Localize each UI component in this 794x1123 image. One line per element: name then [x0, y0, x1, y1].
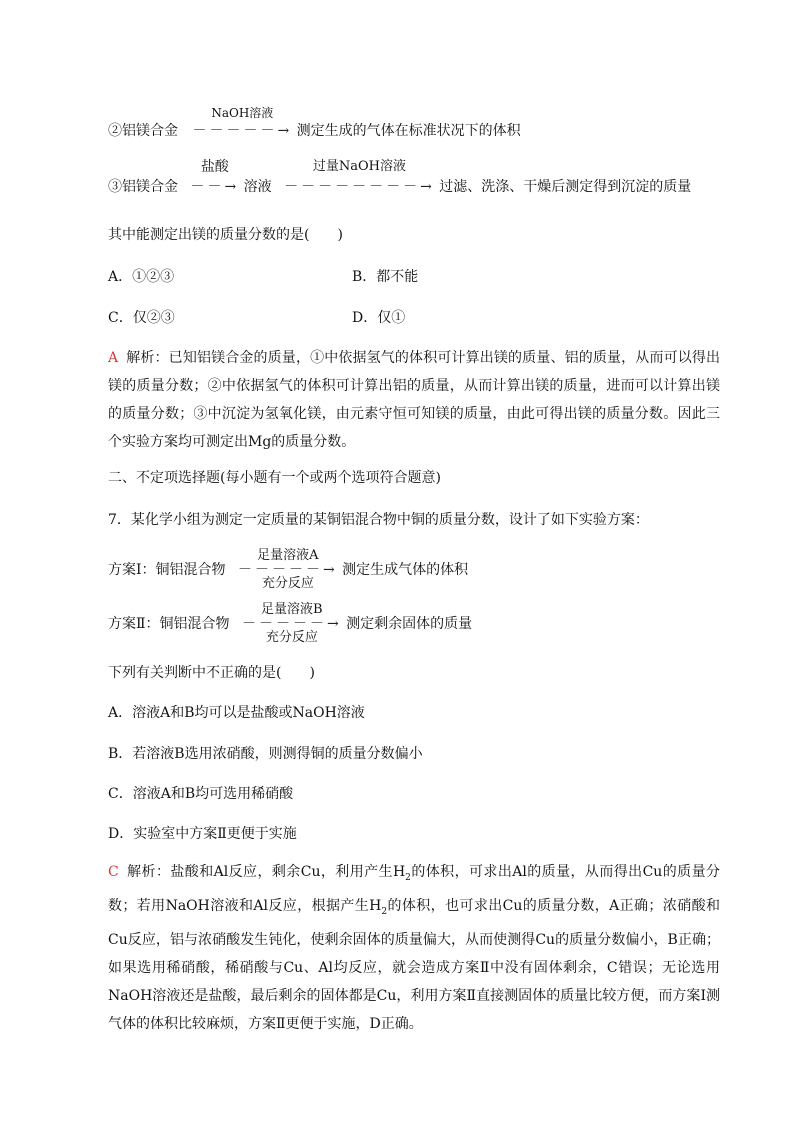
q7-plan-a-bottom: 充分反应: [261, 576, 314, 591]
scheme-3-result: 过滤、洗涤、干燥后测定得到沉淀的质量: [439, 179, 692, 195]
q7-plan-a-result: 测定生成气体的体积: [342, 562, 469, 578]
q7-analysis-part-1: 解析：盐酸和Al反应，剩余Cu，利用产生H: [126, 864, 406, 880]
scheme-3-arrow-1: [190, 159, 240, 196]
scheme-2-reagent: NaOH溶液: [211, 106, 274, 120]
dashed-arrow-icon: －－－－－→: [237, 562, 338, 578]
q6-analysis: 解析：已知铝镁合金的质量，①中依据氢气的体积可计算出镁的质量、铝的质量，从而可以得出镁的质量分数；②中依据氢气的体积可计算出铝的质量，从而计算出镁的质量，进而可以计算出镁的质量分数；③中沉淀为氢氧化镁，由元素守恒可知镁的质量，由此可得出镁的质量分数。因此三个实验方案均可测定出Mg的质量分数。: [108, 350, 720, 450]
q7-plan-a: [108, 548, 469, 591]
q7-option-d: D．实验室中方案Ⅱ更便于实施: [108, 826, 297, 842]
scheme-3-prefix: ③铝镁合金: [108, 179, 178, 195]
q7-answer: C: [108, 864, 119, 880]
q7-analysis-sub-2: 2: [381, 906, 388, 917]
scheme-3-reagent-2: 过量NaOH溶液: [312, 159, 407, 174]
scheme-3-line: [108, 159, 692, 196]
dashed-arrow-icon: －－－－－－－－→: [284, 179, 435, 195]
q7-analysis-part-2: 的体积，可求出Al的质量，从而得出Cu的质量分数；若用NaOH溶液和Al反应，根据产生H: [108, 864, 720, 914]
scheme-3-middle: 溶液: [243, 179, 272, 195]
q7-option-c: C．溶液A和B均可选用稀硝酸: [108, 786, 294, 802]
dashed-arrow-icon: －－→: [190, 179, 240, 195]
dashed-arrow-icon: －－－－－→: [241, 616, 342, 632]
q6-option-b: B．都不能: [352, 269, 419, 285]
q6-stem: 其中能测定出镁的质量分数的是( ): [108, 227, 343, 243]
q7-plan-a-arrow: [237, 548, 338, 591]
q7-plan-b-arrow: [241, 602, 342, 645]
q6-analysis-block: [108, 344, 720, 456]
q7-plan-b: [108, 602, 473, 645]
q6-option-d: D．仅①: [352, 310, 406, 326]
scheme-2-line: [108, 106, 521, 140]
scheme-3-reagent-1: 盐酸: [200, 159, 229, 175]
q7-option-a: A．溶液A和B均可以是盐酸或NaOH溶液: [108, 705, 365, 721]
q7-option-b: B．若溶液B选用浓硝酸，则测得铜的质量分数偏小: [108, 746, 423, 762]
q6-option-a: A．①②③: [108, 269, 175, 285]
q7-analysis-part-3: 的体积，也可求出Cu的质量分数，A正确；浓硝酸和Cu反应，铝与浓硝酸发生钝化，使剩余固体的质量偏大，从而使测得Cu的质量分数偏小，B正确；如果选用稀硝酸，稀硝酸与Cu、Al均反应，就会造成方案Ⅱ中没有固体剩余，C错误；无论选用NaOH溶液还是盐酸，最后剩余的固体都是Cu，利用方案Ⅱ直接测固体的质量比较方便，而方案Ⅰ测气体的体积比较麻烦，方案Ⅱ更便于实施，D正确。: [108, 897, 720, 1032]
q7-plan-a-top: 足量溶液A: [257, 548, 319, 563]
q7-plan-b-prefix: 方案Ⅱ：铜铝混合物: [108, 616, 230, 632]
q6-answer: A: [108, 350, 119, 366]
q7-plan-b-result: 测定剩余固体的质量: [346, 616, 473, 632]
dashed-arrow-icon: －－－－－→: [192, 123, 293, 139]
q7-plan-b-top: 足量溶液B: [261, 602, 323, 617]
q7-plan-a-prefix: 方案Ⅰ：铜铝混合物: [108, 562, 226, 578]
scheme-2-result: 测定生成的气体在标准状况下的体积: [296, 123, 521, 139]
q7-plan-b-bottom: 充分反应: [265, 630, 318, 645]
q7-stem: 7．某化学小组为测定一定质量的某铜铝混合物中铜的质量分数，设计了如下实验方案：: [108, 512, 649, 528]
q6-option-c: C．仅②③: [108, 310, 175, 326]
q7-question: 下列有关判断中不正确的是( ): [108, 665, 315, 681]
q7-analysis-block: [108, 858, 720, 1038]
scheme-2-arrow: [192, 106, 293, 140]
section-2-heading: 二、不定项选择题(每小题有一个或两个选项符合题意): [108, 470, 441, 486]
scheme-3-arrow-2: [284, 159, 435, 196]
q7-analysis-sub-1: 2: [405, 872, 411, 883]
scheme-2-prefix: ②铝镁合金: [108, 123, 178, 139]
